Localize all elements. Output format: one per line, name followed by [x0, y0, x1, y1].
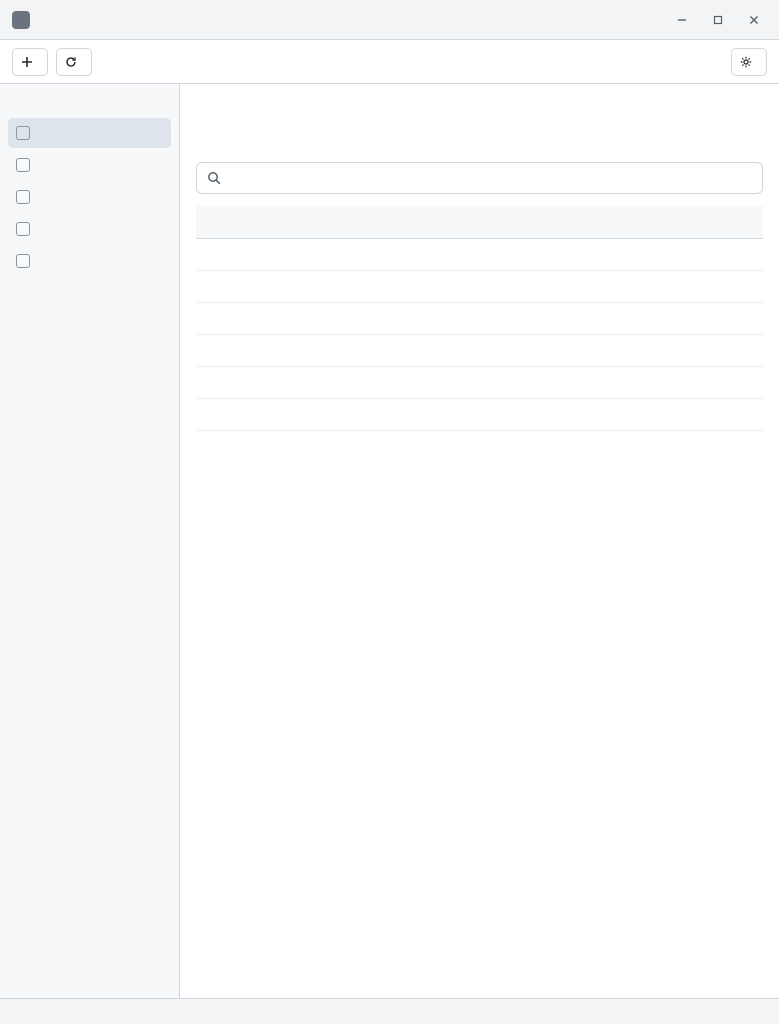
column-header[interactable]: [574, 206, 763, 238]
content-area: [0, 84, 779, 998]
search-icon: [207, 171, 221, 185]
table-cell: [196, 270, 385, 302]
close-icon: [749, 15, 759, 25]
sidebar-item-2[interactable]: [8, 150, 171, 180]
plus-icon: [21, 56, 33, 68]
minimize-icon: [677, 15, 687, 25]
table-cell: [196, 238, 385, 270]
breadcrumb: [196, 98, 763, 114]
sidebar-heading: [8, 94, 171, 116]
table-cell: [196, 366, 385, 398]
sidebar-item-1[interactable]: [8, 118, 171, 148]
table-cell: [385, 366, 574, 398]
refresh-button[interactable]: [56, 48, 92, 76]
gear-icon: [740, 56, 752, 68]
page-title: [196, 126, 763, 150]
sidebar: [0, 84, 180, 998]
table-row[interactable]: [196, 238, 763, 270]
sidebar-item-4[interactable]: [8, 214, 171, 244]
folder-icon: [16, 126, 30, 140]
refresh-icon: [65, 56, 77, 68]
table-cell: [574, 334, 763, 366]
table-cell: [196, 334, 385, 366]
search-input[interactable]: [229, 171, 752, 186]
table-row[interactable]: [196, 366, 763, 398]
app-logo: [12, 11, 30, 29]
table-cell: [385, 302, 574, 334]
main-panel: [180, 84, 779, 998]
table-cell: [385, 334, 574, 366]
title-bar: [0, 0, 779, 40]
table-cell: [574, 238, 763, 270]
settings-button[interactable]: [731, 48, 767, 76]
table-header-row: [196, 206, 763, 238]
table-cell: [385, 398, 574, 430]
sidebar-item-5[interactable]: [8, 246, 171, 276]
folder-icon: [16, 158, 30, 172]
table-row[interactable]: [196, 398, 763, 430]
toolbar: [0, 40, 779, 84]
table-cell: [574, 398, 763, 430]
folder-icon: [16, 190, 30, 204]
close-button[interactable]: [741, 7, 767, 33]
maximize-icon: [713, 15, 723, 25]
table-cell: [385, 270, 574, 302]
table-cell: [574, 366, 763, 398]
column-header[interactable]: [385, 206, 574, 238]
table-row[interactable]: [196, 302, 763, 334]
folder-icon: [16, 254, 30, 268]
data-table: [196, 206, 763, 431]
minimize-button[interactable]: [669, 7, 695, 33]
column-header[interactable]: [196, 206, 385, 238]
sidebar-item-3[interactable]: [8, 182, 171, 212]
table-row[interactable]: [196, 270, 763, 302]
table-cell: [574, 270, 763, 302]
table-cell: [385, 238, 574, 270]
search-bar: [196, 162, 763, 194]
maximize-button[interactable]: [705, 7, 731, 33]
add-button[interactable]: [12, 48, 48, 76]
folder-icon: [16, 222, 30, 236]
status-bar: [0, 998, 779, 1024]
table-cell: [196, 398, 385, 430]
table-cell: [196, 302, 385, 334]
table-cell: [574, 302, 763, 334]
table-row[interactable]: [196, 334, 763, 366]
